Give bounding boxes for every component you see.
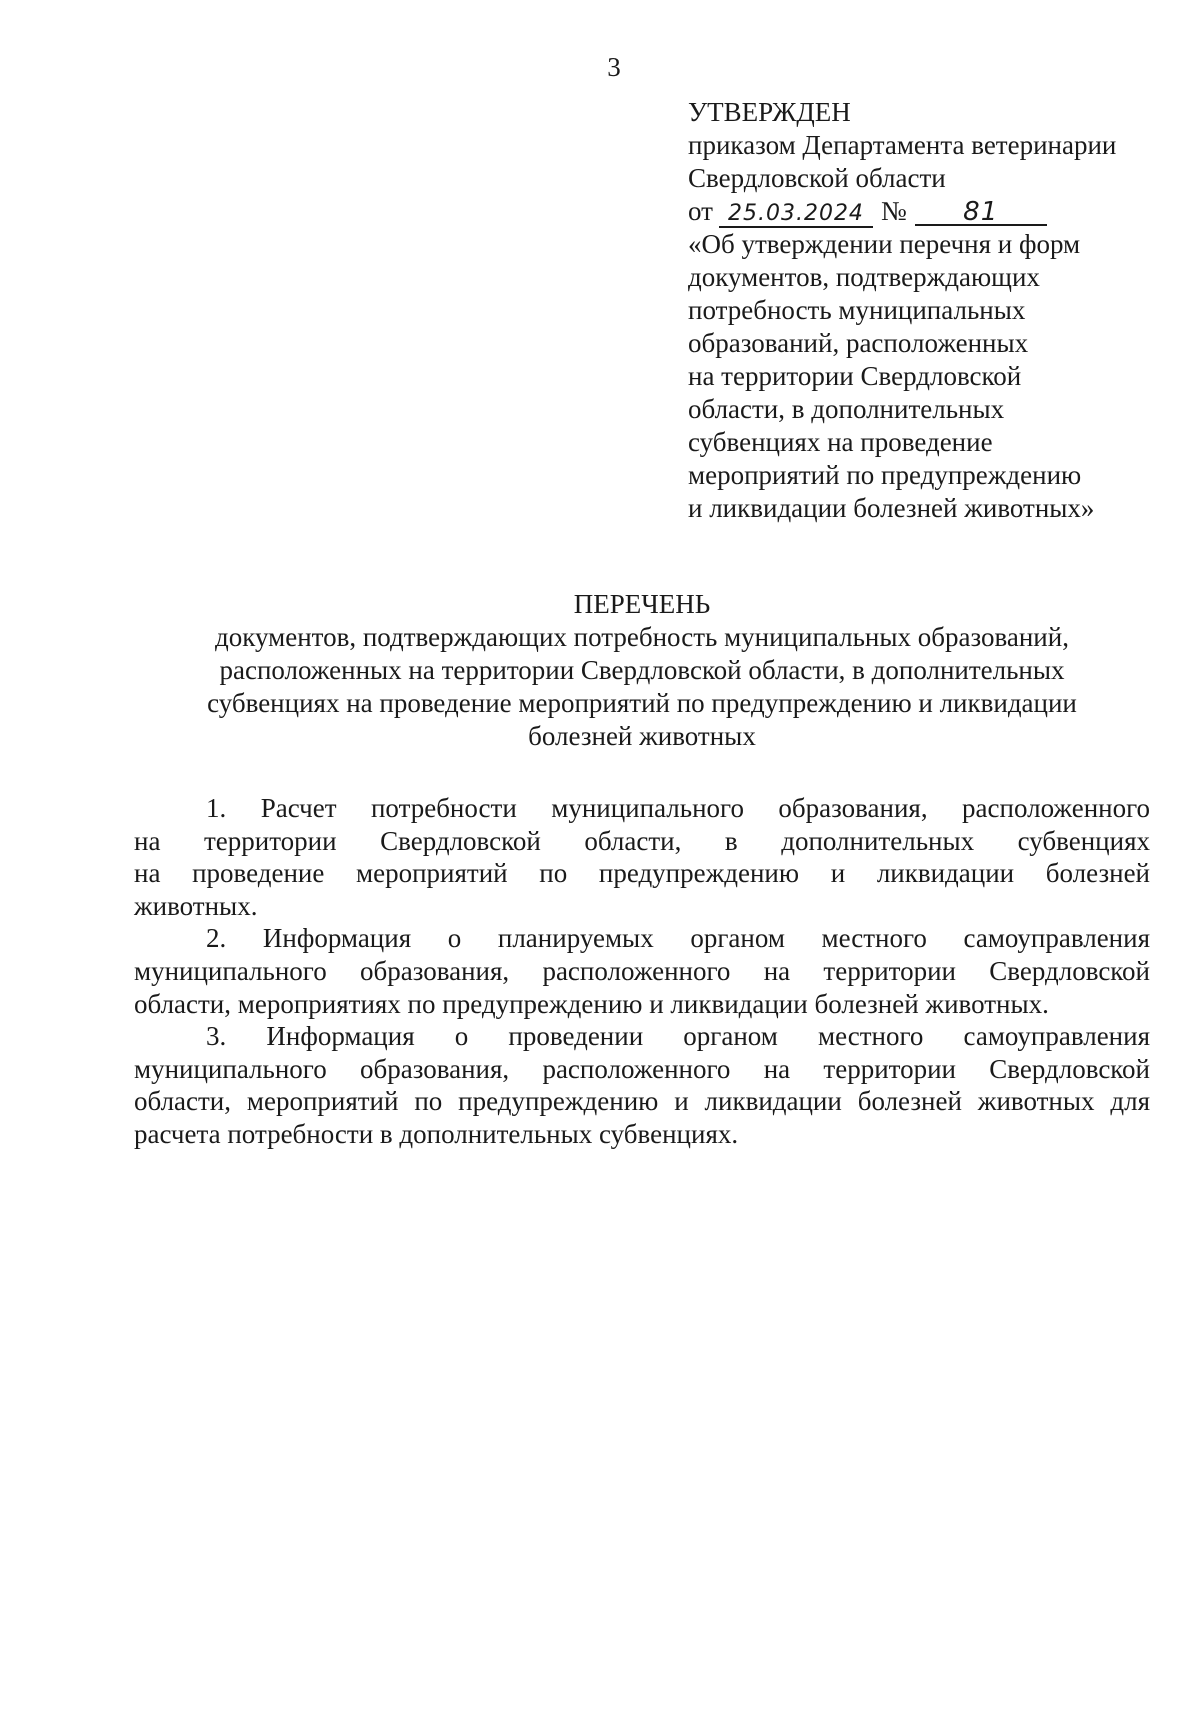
handwritten-date: 25.03.2024 [719, 202, 873, 228]
item-line: на территории Свердловской области, в дополнительных субвенциях [134, 825, 1150, 856]
item-line: области, мероприятиях по предупреждению и ликвидации болезней животных. [134, 988, 1049, 1019]
approval-heading: УТВЕРЖДЕН [688, 97, 851, 127]
item-line: расчета потребности в дополнительных субвенциях. [134, 1118, 739, 1149]
title-heading: ПЕРЕЧЕНЬ [573, 589, 711, 619]
item-line: 1. Расчет потребности муниципального образования, расположенного [206, 793, 1150, 823]
list-item-1 [134, 792, 1150, 922]
item-line: области, мероприятий по предупреждению и ликвидации болезней животных для [134, 1086, 1150, 1117]
title-line: документов, подтверждающих потребность муниципальных образований, [215, 622, 1069, 652]
approval-line: Свердловской области [688, 163, 946, 193]
date-prefix: от [688, 196, 713, 226]
subject-line: «Об утверждении перечня и форм [688, 229, 1081, 259]
title-line: субвенциях на проведение мероприятий по предупреждению и ликвидации [207, 688, 1077, 718]
subject-line: на территории Свердловской [688, 361, 1022, 391]
subject-line: мероприятий по предупреждению [688, 460, 1082, 490]
subject-line: области, в дополнительных [688, 394, 1005, 424]
subject-line: образований, расположенных [688, 328, 1029, 358]
handwritten-number: 81 [915, 200, 1047, 226]
items-list [134, 792, 1150, 1151]
number-sign: № [880, 196, 907, 226]
item-line: 2. Информация о планируемых органом местного самоуправления [206, 923, 1150, 954]
approval-date-row [688, 195, 1178, 228]
item-line: 3. Информация о проведении органом местного самоуправления [206, 1021, 1150, 1052]
approval-line: приказом Департамента ветеринарии [688, 130, 1117, 160]
item-line: муниципального образования, расположенного на территории Свердловской [134, 955, 1150, 986]
subject-line: потребность муниципальных [688, 295, 1026, 325]
list-item-2 [134, 922, 1150, 1020]
approval-block [688, 96, 1178, 525]
title-line: болезней животных [528, 721, 756, 751]
item-line: на проведение мероприятий по предупреждению и ликвидации болезней [134, 858, 1150, 889]
document-title [134, 588, 1150, 753]
subject-line: документов, подтверждающих [688, 262, 1040, 292]
item-line: муниципального образования, расположенного на территории Свердловской [134, 1053, 1150, 1084]
page-number: 3 [607, 52, 621, 82]
subject-line: субвенциях на проведение [688, 427, 993, 457]
title-line: расположенных на территории Свердловской области, в дополнительных [219, 655, 1065, 685]
list-item-3 [134, 1020, 1150, 1150]
item-line: животных. [134, 890, 258, 921]
subject-line: и ликвидации болезней животных» [688, 493, 1095, 523]
